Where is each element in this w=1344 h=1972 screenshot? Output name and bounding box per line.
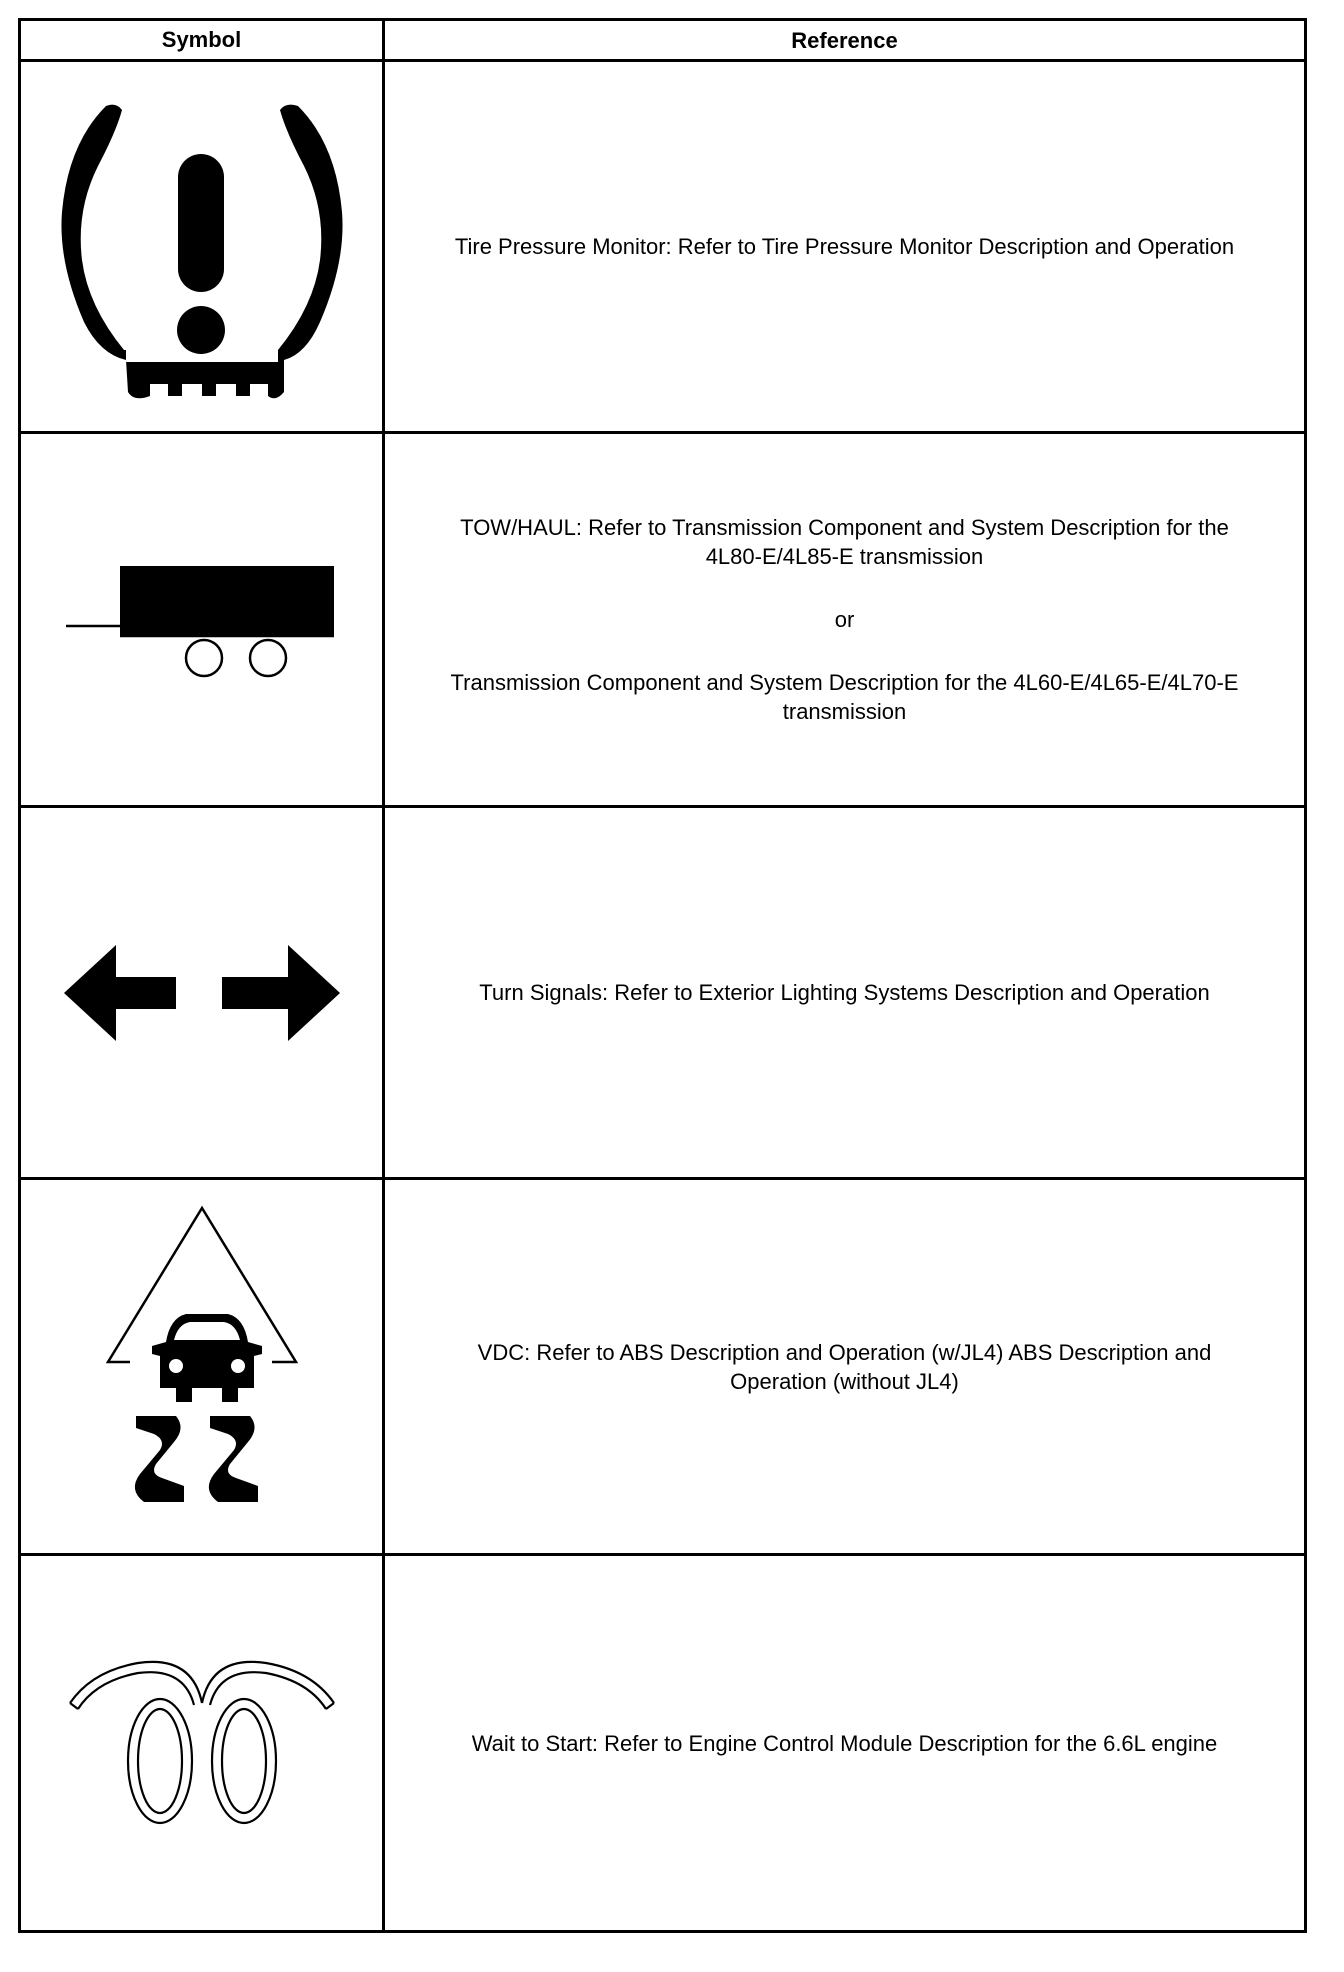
symbol-cell: [21, 434, 385, 805]
reference-text: Turn Signals: Refer to Exterior Lighting Systems Description and Operation: [479, 980, 1210, 1005]
symbol-cell: [21, 62, 385, 431]
symbol-cell: [21, 1556, 385, 1930]
reference-table: [18, 18, 1307, 1933]
or-separator: or: [834, 607, 855, 632]
right-arrow-icon: [222, 945, 340, 1041]
symbol-cell: [21, 808, 385, 1177]
table-row: [21, 62, 1304, 434]
reference-cell: [385, 808, 1304, 1177]
left-arrow-icon: [64, 945, 176, 1041]
reference-text: VDC: Refer to ABS Description and Operation (w/JL4) ABS Description and Operation (without JL4): [477, 1339, 1212, 1394]
reference-text: Transmission Component and System Description for the 4L60-E/4L65-E/4L70-E transmission: [450, 670, 1239, 724]
table-row: [21, 434, 1304, 808]
reference-cell: [385, 1556, 1304, 1930]
table-row: [21, 1180, 1304, 1556]
symbol-cell: [21, 1180, 385, 1553]
reference-text: Wait to Start: Refer to Engine Control Module Description for the 6.6L engine: [471, 1730, 1218, 1756]
reference-text: TOW/HAUL: Refer to Transmission Component and System Description for the 4L80-E/4L85-E transmission: [460, 515, 1229, 569]
reference-cell: [385, 1180, 1304, 1553]
reference-text: Tire Pressure Monitor: Refer to Tire Pressure Monitor Description and Operation: [454, 234, 1235, 259]
vehicle-dynamics-skid-icon: [52, 1202, 352, 1532]
reference-cell: [385, 434, 1304, 805]
reference-column-header: Reference: [791, 27, 898, 53]
tire-pressure-icon: [52, 92, 352, 402]
table-header-row: [21, 21, 1304, 62]
reference-cell: [385, 62, 1304, 431]
trailer-tow-haul-icon: [52, 560, 352, 680]
symbol-column-header: Symbol: [21, 21, 385, 59]
table-row: [21, 1556, 1304, 1930]
turn-signal-arrows-icon: [52, 943, 352, 1043]
table-row: [21, 808, 1304, 1180]
glow-plug-coil-icon: [52, 1643, 352, 1843]
